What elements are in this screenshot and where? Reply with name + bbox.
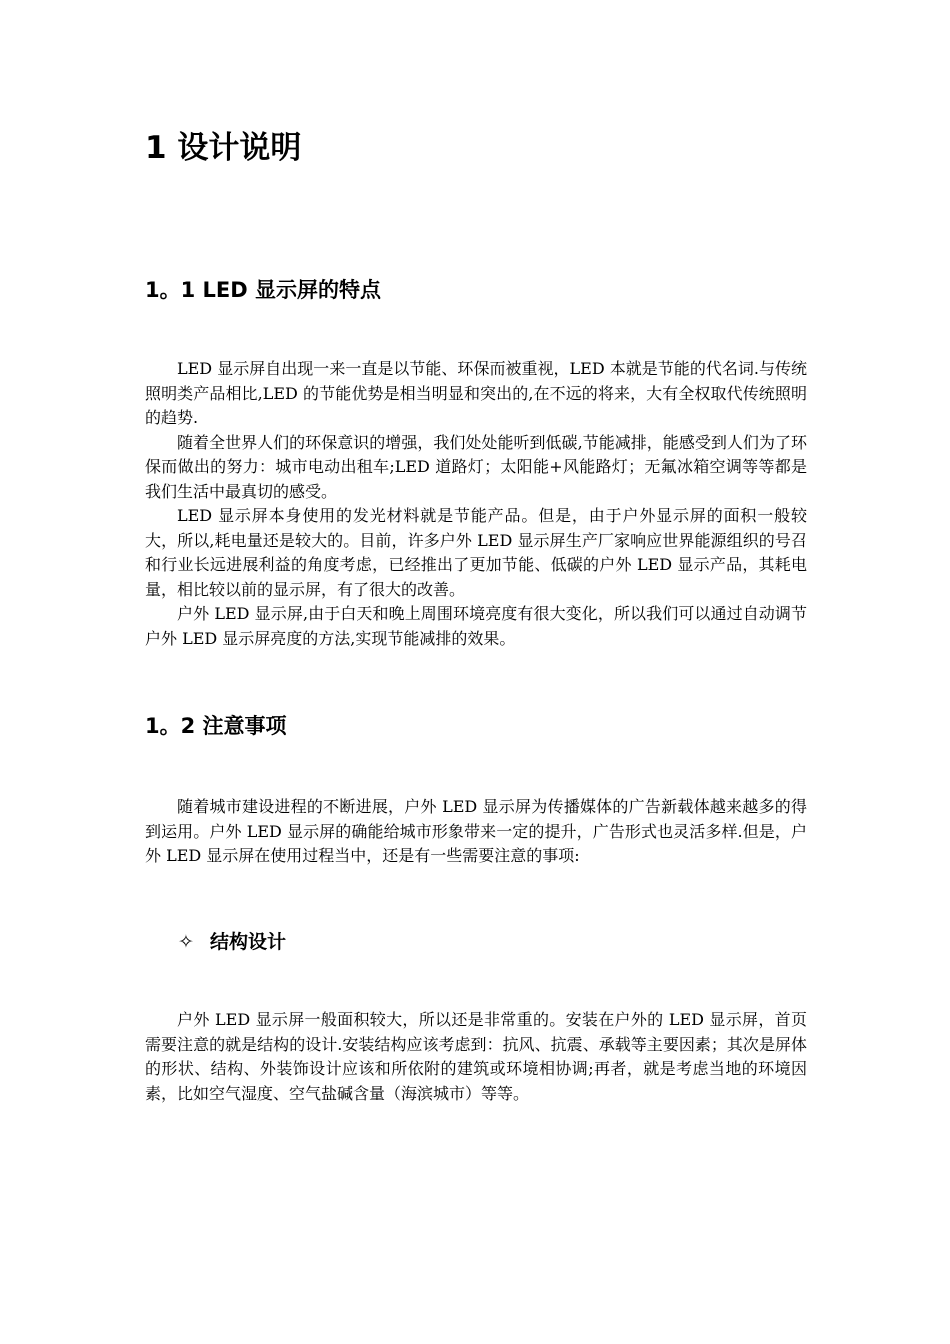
paragraph: LED 显示屏本身使用的发光材料就是节能产品。但是，由于户外显示屏的面积一般较大，所以,耗电量还是较大的。目前，许多户外 LED 显示屏生产厂家响应世界能源组织的号召和行业长远进展利益的角度考虑，已经推出了更加节能、低碳的户外 LED 显示产品，其耗电量，相比较以前的显示屏，有了很大的改善。 (145, 506, 807, 599)
paragraph: 户外 LED 显示屏一般面积较大，所以还是非常重的。安装在户外的 LED 显示屏，首页需要注意的就是结构的设计.安装结构应该考虑到：抗风、抗震、承载等主要因素；其次是屏体的形状、结构、外装饰设计应该和所依附的建筑或环境相协调;再者，就是考虑当地的环境因素，比如空气湿度、空气盐碱含量（海滨城市）等等。 (145, 1010, 807, 1103)
section-1-1-body (145, 357, 807, 651)
section-heading-1-2: 1。2 注意事项 (145, 714, 287, 738)
document-title: 1 设计说明 (145, 130, 302, 166)
paragraph: 户外 LED 显示屏,由于白天和晚上周围环境亮度有很大变化，所以我们可以通过自动调节户外 LED 显示屏亮度的方法,实现节能减排的效果。 (145, 604, 807, 648)
subsection-heading (178, 928, 286, 956)
diamond-bullet-icon: ✧ (178, 931, 194, 953)
subsection-body (145, 1008, 807, 1106)
section-heading-1-1: 1。1 LED 显示屏的特点 (145, 278, 382, 302)
section-1-2-body (145, 795, 807, 869)
subsection-heading-text: 结构设计 (210, 931, 287, 953)
paragraph: 随着城市建设进程的不断进展，户外 LED 显示屏为传播媒体的广告新载体越来越多的得到运用。户外 LED 显示屏的确能给城市形象带来一定的提升，广告形式也灵活多样.但是，户外 LED 显示屏在使用过程当中，还是有一些需要注意的事项: (145, 797, 807, 865)
paragraph: LED 显示屏自出现一来一直是以节能、环保而被重视，LED 本就是节能的代名词.与传统照明类产品相比,LED 的节能优势是相当明显和突出的,在不远的将来，大有全权取代传统照明的趋势. (145, 359, 807, 427)
paragraph: 随着全世界人们的环保意识的增强，我们处处能听到低碳,节能减排，能感受到人们为了环保而做出的努力：城市电动出租车;LED 道路灯；太阳能+风能路灯；无氟冰箱空调等等都是我们生活中最真切的感受。 (145, 432, 807, 501)
